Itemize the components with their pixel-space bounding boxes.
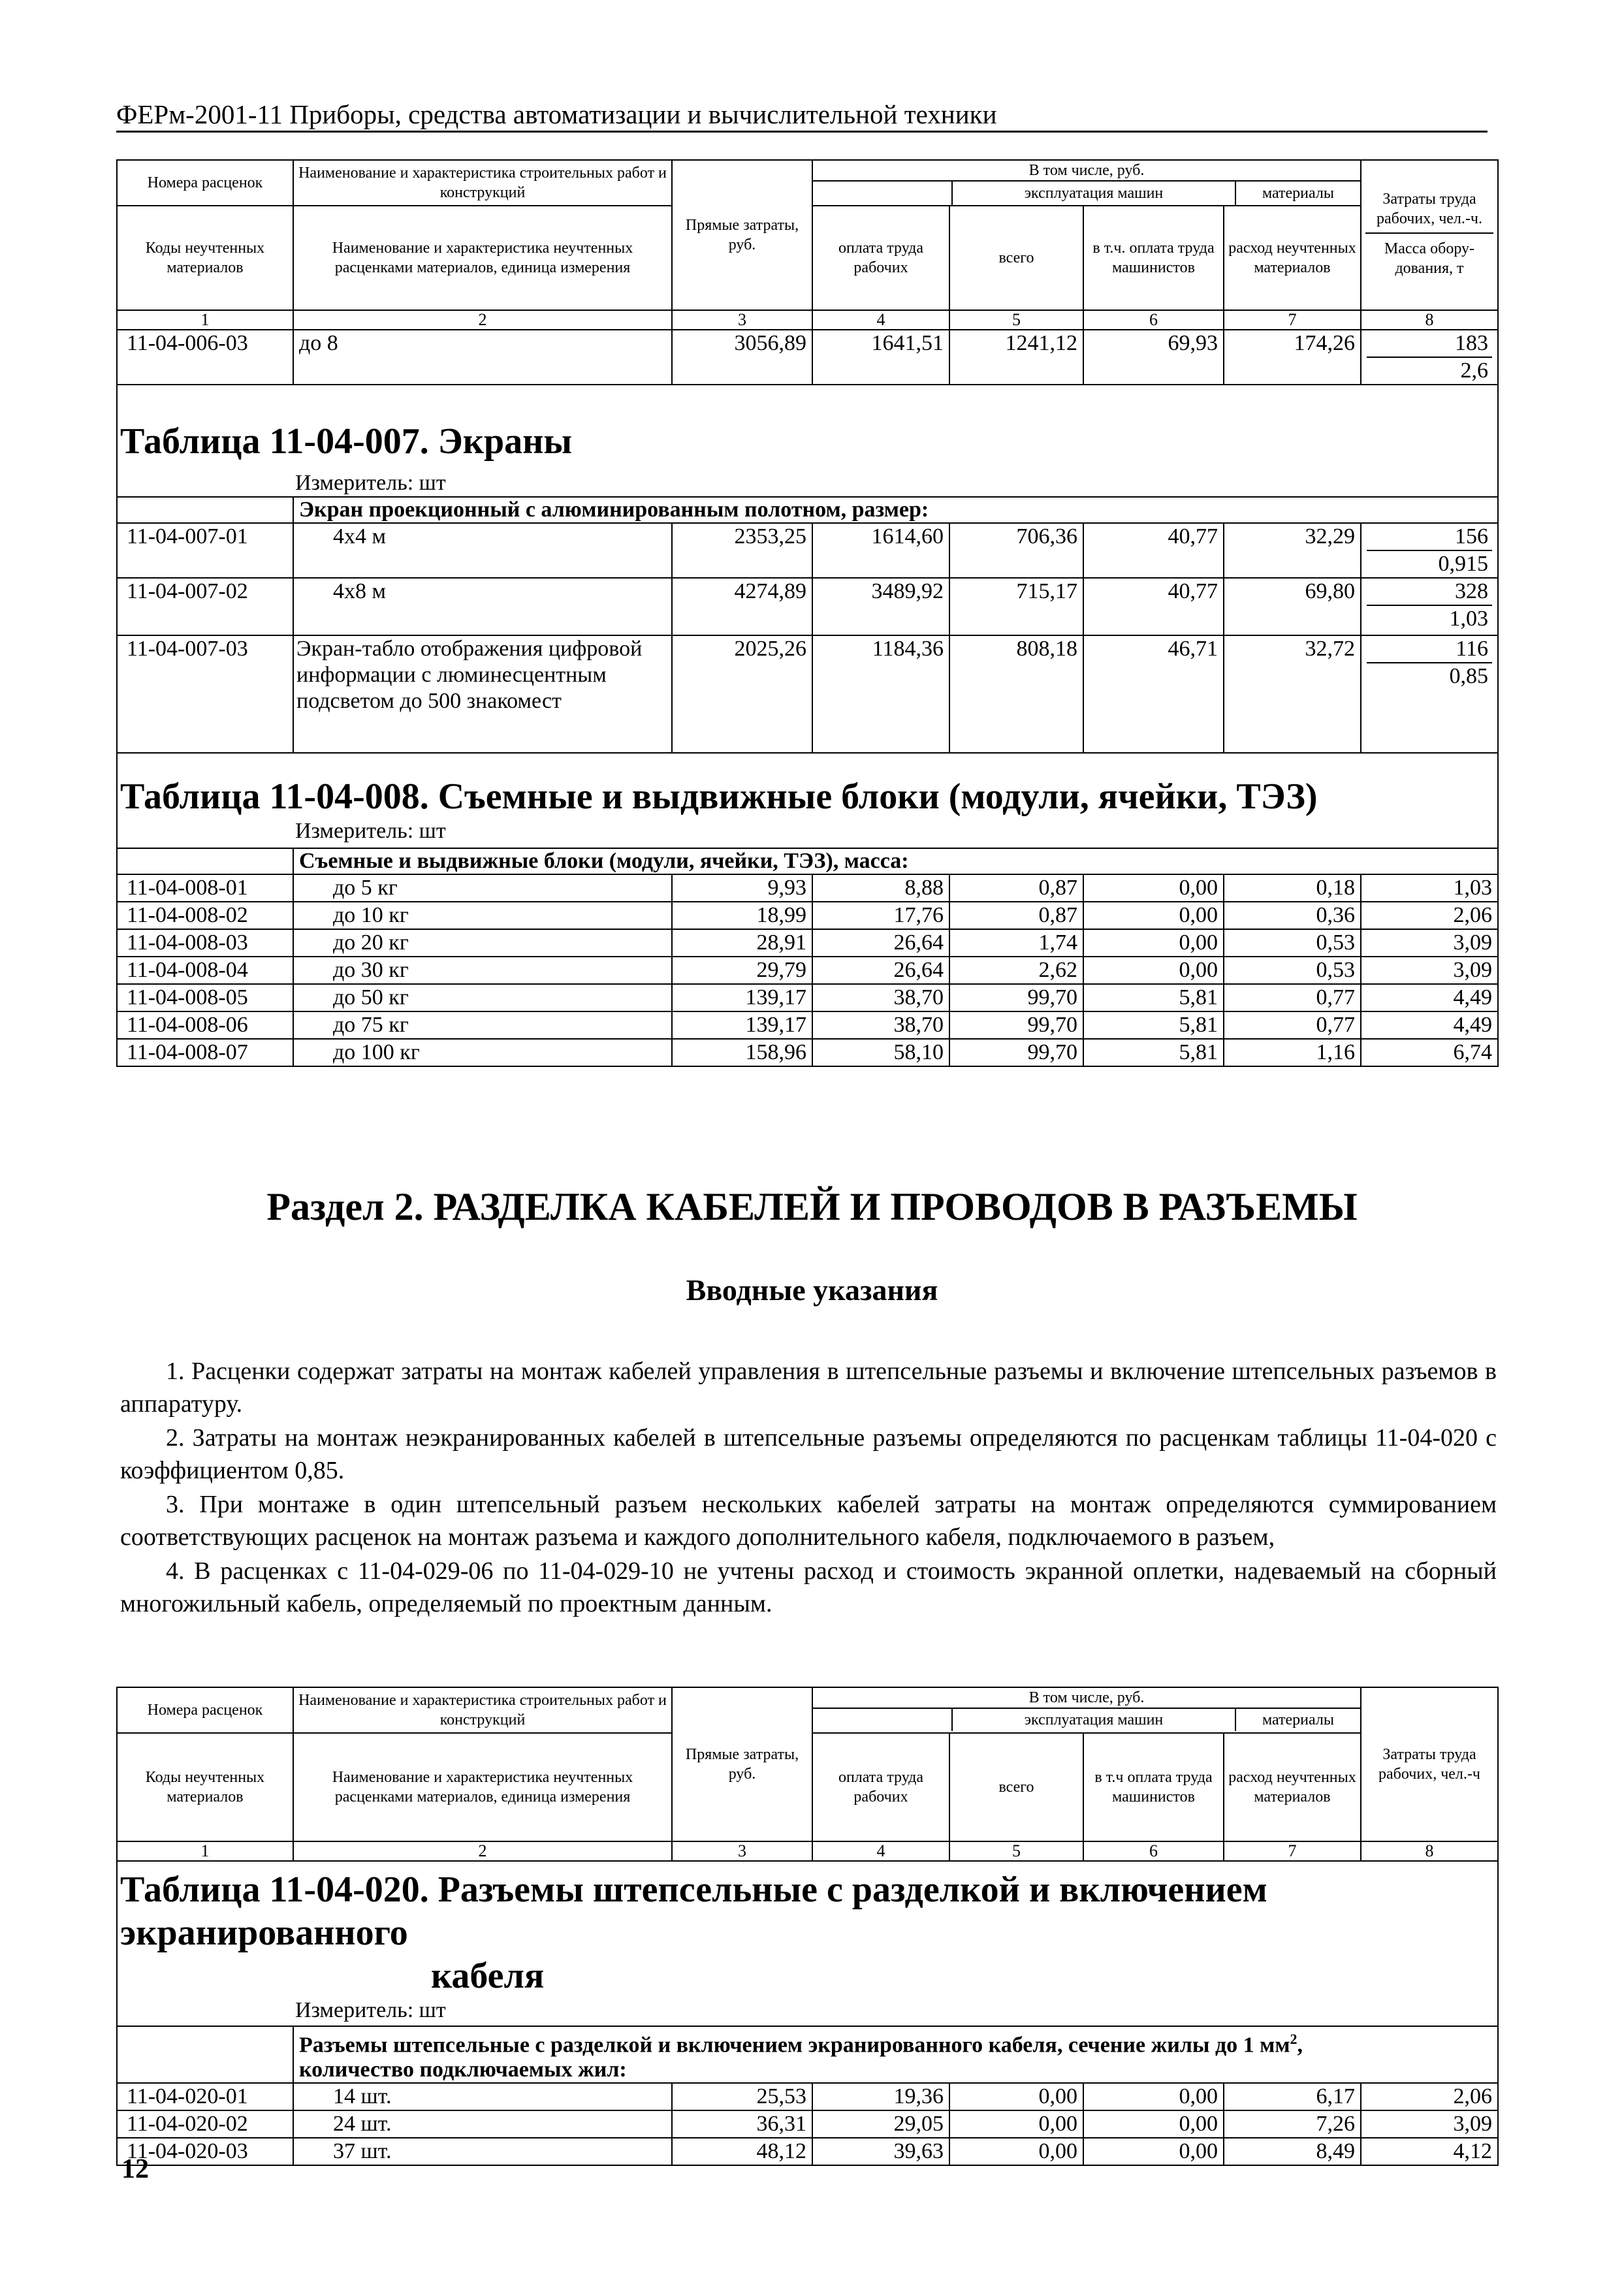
intro-paragraph: 2. Затраты на монтаж неэкранированных кабелей в штепсельные разъемы определяются по расценкам таблицы 11-04-020 с коэффициентом 0,85. xyxy=(120,1424,1497,1484)
table-title-020: Таблица 11-04-020. Разъемы штепсельные с разделкой и включением экранированного кабеля xyxy=(117,1861,1498,1997)
col-labor: Затраты труда рабочих, чел.-ч. Масса обору-дования, т xyxy=(1361,160,1498,310)
col-incl-group xyxy=(812,1687,1361,1733)
table-row: 11-04-008-02 до 10 кг 18,99 17,76 0,87 0,00 0,36 2,06 xyxy=(117,902,1498,929)
table-row: 11-04-008-01 до 5 кг 9,93 8,88 0,87 0,00 0,18 1,03 xyxy=(117,874,1498,902)
section-title: Раздел 2. РАЗДЕЛКА КАБЕЛЕЙ И ПРОВОДОВ В РАЗЪЕМЫ xyxy=(266,1185,1358,1228)
col-total: всего xyxy=(949,1733,1083,1841)
col-mat-use: расход неучтенных материалов xyxy=(1224,206,1361,310)
table-row: 11-04-007-01 4х4 м 2353,25 1614,60 706,36 40,77 32,29 156 0,915 xyxy=(117,523,1498,578)
table-row: 11-04-008-03 до 20 кг 28,91 26,64 1,74 0,00 0,53 3,09 xyxy=(117,929,1498,957)
table-row: 11-04-020-02 24 шт. 36,31 29,05 0,00 0,00 7,26 3,09 xyxy=(117,2110,1498,2138)
table-row: 11-04-007-03 Экран-табло отображения цифровой информации с люминесцентным подсветом до 500 знакомест 2025,26 1184,36 808,18 46,71 32,72 116 0,85 xyxy=(117,635,1498,753)
col-incl: В том числе, руб. xyxy=(813,1688,1360,1709)
col-labor-pay: оплата труда рабочих xyxy=(812,206,949,310)
intro-text xyxy=(120,1355,1497,1621)
table-row: 11-04-008-04 до 30 кг 29,79 26,64 2,62 0,00 0,53 3,09 xyxy=(117,957,1498,984)
col-incl: В том числе, руб. xyxy=(813,161,1360,182)
col-mass: Масса обору-дования, т xyxy=(1365,232,1493,283)
intro-paragraph: 1. Расценки содержат затраты на монтаж кабелей управления в штепсельные разъемы и включение штепсельных разъемов в аппаратуру. xyxy=(120,1358,1497,1418)
intro-paragraph: 3. При монтаже в один штепсельный разъем нескольких кабелей затраты на монтаж определяются суммированием соответствующих расценок на монтаж разъема и каждого дополнительного кабеля, подключаемого в разъем, xyxy=(120,1491,1497,1551)
col-name-top: Наименование и характеристика строительных работ и конструкций xyxy=(293,160,672,206)
group-007: Экран проекционный с алюминированным полотном, размер: xyxy=(293,497,1498,523)
col-code-bottom: Коды неучтенных материалов xyxy=(117,206,293,310)
labor-value: 183 xyxy=(1367,330,1492,358)
meter-007: Измеритель: шт xyxy=(117,463,1498,497)
col-code-bottom: Коды неучтенных материалов xyxy=(117,1733,293,1841)
rates-table-top xyxy=(116,159,1499,1067)
col-name-bottom: Наименование и характеристика неучтенных расценками материалов, единица измерения xyxy=(293,1733,672,1841)
table-title-007: Таблица 11-04-007. Экраны xyxy=(117,385,1498,463)
col-machines: эксплуатация машин xyxy=(951,1709,1235,1731)
col-numbers-row: 1 2 3 4 5 6 7 8 xyxy=(117,310,1498,330)
running-header: ФЕРм-2001-11 Приборы, средства автоматизации и вычислительной техники xyxy=(116,98,1488,133)
col-total: всего xyxy=(949,206,1083,310)
col-mach-pay: в т.ч оплата труда машинистов xyxy=(1083,1733,1224,1841)
col-incl-group xyxy=(812,160,1361,206)
meter-020: Измеритель: шт xyxy=(117,1997,1498,2026)
col-code-top: Номера расценок xyxy=(117,160,293,206)
col-direct: Прямые затраты, руб. xyxy=(672,160,812,310)
table-row: 11-04-008-07 до 100 кг 158,96 58,10 99,70 5,81 1,16 6,74 xyxy=(117,1039,1498,1066)
table-row: 11-04-020-03 37 шт. 48,12 39,63 0,00 0,00 8,49 4,12 xyxy=(117,2138,1498,2165)
col-mach-pay: в т.ч. оплата труда машинистов xyxy=(1083,206,1224,310)
table-row: 11-04-006-03 до 8 3056,89 1641,51 1241,12 69,93 174,26 183 2,6 xyxy=(117,330,1498,385)
col-materials: материалы xyxy=(1235,1709,1360,1731)
intro-title: Вводные указания xyxy=(686,1273,938,1307)
table-row: 11-04-020-01 14 шт. 25,53 19,36 0,00 0,00 6,17 2,06 xyxy=(117,2083,1498,2110)
group-008: Съемные и выдвижные блоки (модули, ячейки, ТЭЗ), масса: xyxy=(293,848,1498,874)
col-name-bottom: Наименование и характеристика неучтенных расценками материалов, единица измерения xyxy=(293,206,672,310)
mass-value: 2,6 xyxy=(1460,358,1488,383)
col-name-top: Наименование и характеристика строительных работ и конструкций xyxy=(293,1687,672,1733)
col-materials: материалы xyxy=(1235,182,1360,205)
col-code-top: Номера расценок xyxy=(117,1687,293,1733)
col-mat-use: расход неучтенных материалов xyxy=(1224,1733,1361,1841)
rates-table-bottom xyxy=(116,1687,1499,2166)
table-title-008: Таблица 11-04-008. Съемные и выдвижные блоки (модули, ячейки, ТЭЗ) xyxy=(117,753,1498,818)
col-machines: эксплуатация машин xyxy=(951,182,1235,205)
intro-paragraph: 4. В расценках с 11-04-029-06 по 11-04-029-10 не учтены расход и стоимость экранной оплетки, надеваемый на сборный многожильный кабель, определяемый по проектным данным. xyxy=(120,1557,1497,1617)
group-020: Разъемы штепсельные с разделкой и включением экранированного кабеля, сечение жилы до 1 $мм^2$, количество подключаемых жил: xyxy=(293,2026,1498,2083)
page-number: 12 xyxy=(121,2154,149,2184)
col-labor: Затраты труда рабочих, чел.-ч xyxy=(1361,1687,1498,1841)
col-direct: Прямые затраты, руб. xyxy=(672,1687,812,1841)
col-numbers-row: 1 2 3 4 5 6 7 8 xyxy=(117,1841,1498,1861)
col-labor-pay: оплата труда рабочих xyxy=(812,1733,949,1841)
table-row: 11-04-008-06 до 75 кг 139,17 38,70 99,70 5,81 0,77 4,49 xyxy=(117,1011,1498,1039)
table-row: 11-04-008-05 до 50 кг 139,17 38,70 99,70 5,81 0,77 4,49 xyxy=(117,984,1498,1011)
meter-008: Измеритель: шт xyxy=(117,818,1498,848)
table-row: 11-04-007-02 4х8 м 4274,89 3489,92 715,17 40,77 69,80 328 1,03 xyxy=(117,578,1498,635)
